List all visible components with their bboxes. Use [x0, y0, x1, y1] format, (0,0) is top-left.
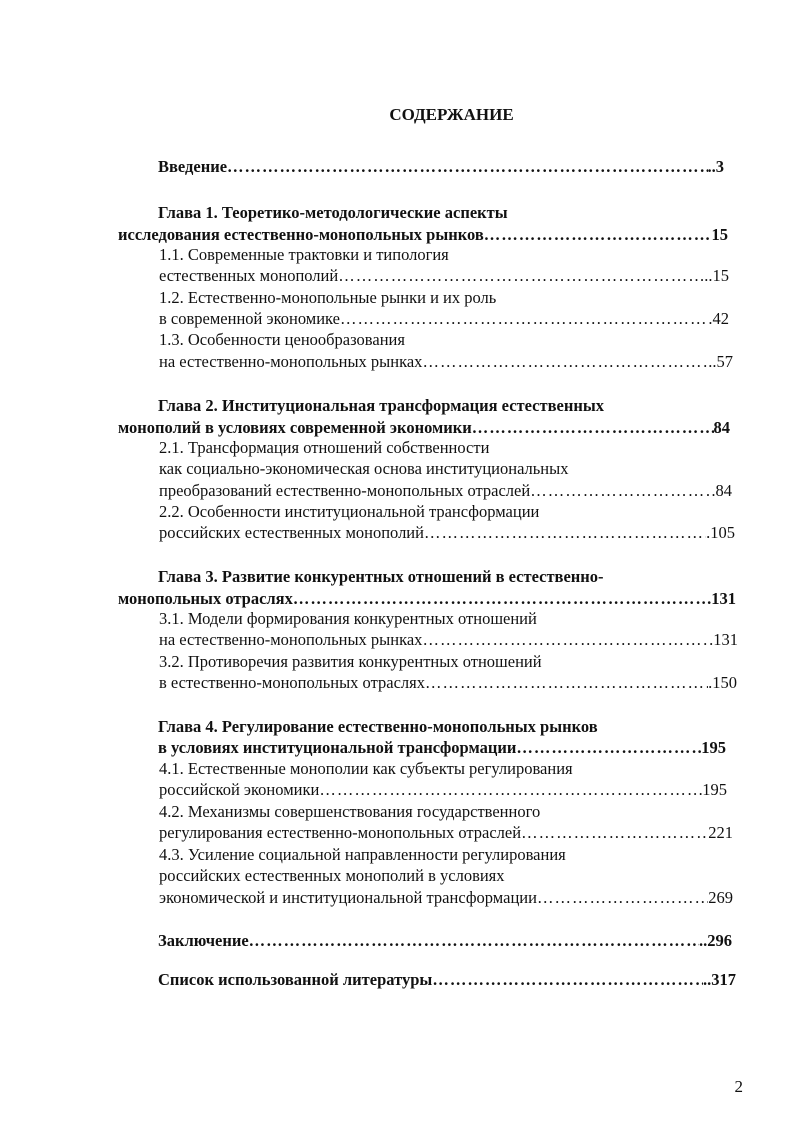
leader-dots	[319, 780, 702, 800]
toc-entry-page: ..57	[708, 352, 733, 371]
toc-entry-title: преобразований естественно-монопольных отраслей	[159, 481, 531, 500]
section-1-3-entry	[159, 352, 733, 372]
toc-entry-title: Введение	[158, 157, 228, 176]
toc-entry-page: ..317	[703, 970, 736, 989]
section-2-1-entry	[159, 481, 732, 501]
leader-dots	[516, 738, 701, 758]
toc-entry-page: 15	[711, 225, 728, 244]
toc-entry-title: Заключение	[158, 931, 249, 950]
section-3-2-entry	[159, 673, 737, 693]
leader-dots	[227, 157, 707, 177]
section-1-2-entry	[159, 309, 729, 329]
toc-entry-page: ..3	[707, 157, 724, 176]
toc-entry-page: ..15	[704, 266, 729, 285]
toc-entry-page: ..296	[699, 931, 732, 950]
chapter-2-title: Глава 2. Институциональная трансформация естественных	[158, 396, 604, 415]
chapter-2-entry	[118, 418, 730, 438]
toc-entry-title: монопольных отраслях	[118, 589, 293, 608]
section-1-2-title: 1.2. Естественно-монопольные рынки и их роль	[159, 288, 497, 307]
toc-entry-title: монополий в условиях современной экономики	[118, 418, 472, 437]
section-1-1-entry	[159, 266, 729, 286]
section-3-1-title: 3.1. Модели формирования конкурентных отношений	[159, 609, 537, 628]
toc-entry-title: российской экономики	[159, 780, 320, 799]
chapter-4-entry	[158, 738, 726, 758]
leader-dots	[338, 266, 704, 286]
toc-entry-page: .150	[708, 673, 737, 692]
toc-entry-page: 269	[708, 888, 733, 907]
section-4-2-entry	[159, 823, 733, 843]
chapter-1-title: Глава 1. Теоретико-методологические аспекты	[158, 203, 508, 222]
toc-entry-page: .131	[709, 630, 738, 649]
toc-entry-title: российских естественных монополий	[159, 523, 424, 542]
section-3-2-title: 3.2. Противоречия развития конкурентных отношений	[159, 652, 542, 671]
leader-dots	[293, 589, 711, 609]
toc-entry-title: Список использованной литературы	[158, 970, 433, 989]
toc-entry-page: .42	[708, 309, 729, 328]
leader-dots	[249, 931, 699, 951]
section-4-3-line: российских естественных монополий в условиях	[159, 866, 505, 885]
leader-dots	[422, 630, 709, 650]
toc-entry-title: регулирования естественно-монопольных отраслей	[159, 823, 522, 842]
leader-dots	[424, 523, 706, 543]
toc-entry-title: в естественно-монопольных отраслях	[159, 673, 425, 692]
toc-entry-references	[158, 970, 736, 990]
section-2-2-title: 2.2. Особенности институциональной трансформации	[159, 502, 540, 521]
toc-entry-title: экономической и институциональной трансформации	[159, 888, 537, 907]
toc-entry-title: в условиях институциональной трансформации	[158, 738, 517, 757]
chapter-4-title: Глава 4. Регулирование естественно-монопольных рынков	[158, 717, 598, 736]
toc-entry-introduction	[158, 157, 724, 177]
toc-entry-page: 195	[702, 780, 727, 799]
section-4-1-entry	[159, 780, 727, 800]
page-number: 2	[734, 1077, 743, 1096]
section-2-2-entry	[159, 523, 735, 543]
leader-dots	[537, 888, 708, 908]
section-3-1-entry	[159, 630, 738, 650]
section-2-1-title: 2.1. Трансформация отношений собственности	[159, 438, 490, 457]
page-title: СОДЕРЖАНИЕ	[389, 105, 514, 124]
leader-dots	[521, 823, 708, 843]
toc-entry-page: 84	[713, 418, 730, 437]
toc-entry-page: 131	[711, 589, 736, 608]
chapter-1-entry	[118, 225, 728, 245]
leader-dots	[432, 970, 703, 990]
section-2-1-line: как социально-экономическая основа институциональных	[159, 459, 569, 478]
toc-entry-title: на естественно-монопольных рынках	[159, 630, 423, 649]
section-1-3-title: 1.3. Особенности ценообразования	[159, 330, 405, 349]
toc-entry-page: 195	[701, 738, 726, 757]
toc-entry-title: исследования естественно-монопольных рынков	[118, 225, 484, 244]
toc-entry-page: 84	[715, 481, 732, 500]
chapter-3-title: Глава 3. Развитие конкурентных отношений в естественно-	[158, 567, 604, 586]
toc-entry-page: 221	[708, 823, 733, 842]
section-4-3-entry	[159, 888, 733, 908]
toc-entry-page: .105	[706, 523, 735, 542]
section-4-1-title: 4.1. Естественные монополии как субъекты регулирования	[159, 759, 573, 778]
toc-entry-title: в современной экономике	[159, 309, 340, 328]
toc-entry-conclusion	[158, 931, 732, 951]
section-4-2-title: 4.2. Механизмы совершенствования государственного	[159, 802, 541, 821]
leader-dots	[422, 352, 708, 372]
toc-entry-title: на естественно-монопольных рынках	[159, 352, 423, 371]
chapter-3-entry	[118, 589, 736, 609]
leader-dots	[484, 225, 712, 245]
toc-entry-title: естественных монополий	[159, 266, 339, 285]
leader-dots	[340, 309, 708, 329]
section-1-1-title: 1.1. Современные трактовки и типология	[159, 245, 449, 264]
leader-dots	[530, 481, 715, 501]
section-4-3-title: 4.3. Усиление социальной направленности регулирования	[159, 845, 566, 864]
leader-dots	[472, 418, 714, 438]
leader-dots	[425, 673, 708, 693]
